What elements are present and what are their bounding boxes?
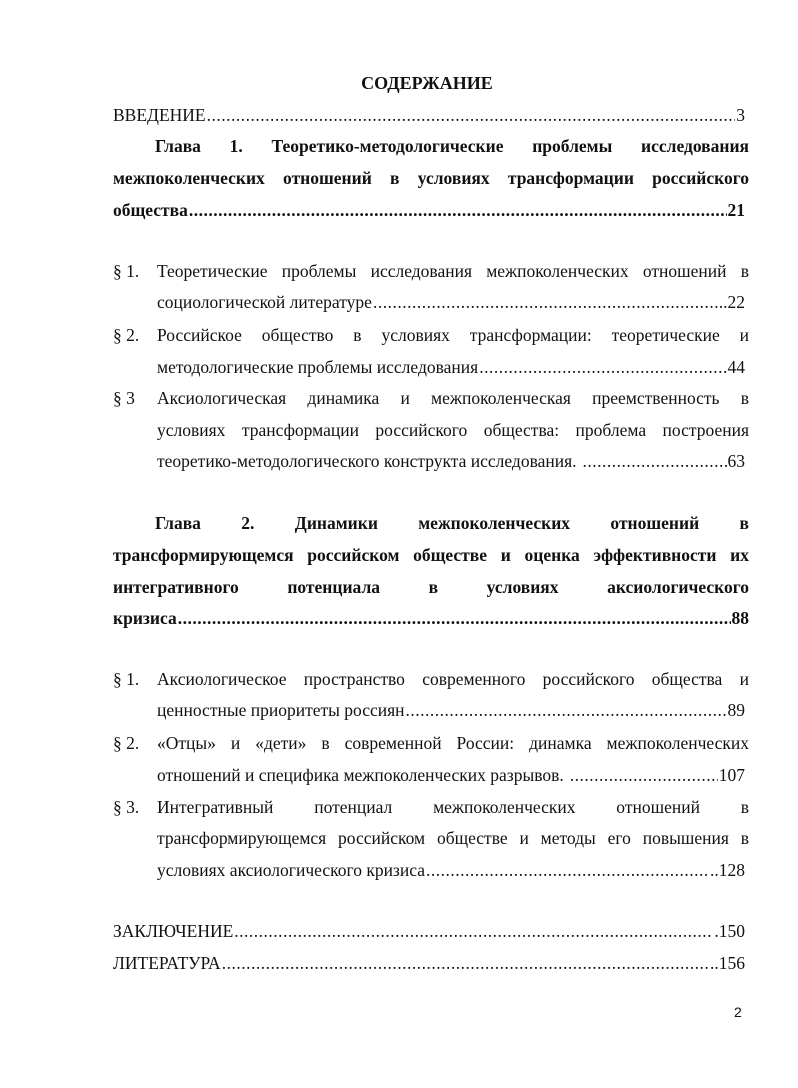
chapter-title-word: исследования [641,136,749,156]
chapter-title-line: трансформирующемся российском обществе и оценка эффективности их [113,545,749,565]
toc-entry-intro[interactable] [113,103,745,127]
toc-page: ..156 [710,953,745,973]
toc-page: ..22 [718,292,745,312]
section-title-line: отношений и специфика межпоколенческих разрывов. [157,765,564,785]
leader-dots [207,103,736,127]
section-title-line: ценностные приоритеты россиян [157,700,405,720]
section-number: § 1. [113,261,140,281]
chapter-title-word: потенциала [287,577,381,597]
leader-dots [222,951,709,975]
chapter-number: 2. [241,513,255,533]
toc-page: ..128 [710,860,745,880]
leader-dots [570,763,718,787]
leader-dots [406,698,727,722]
chapter-title-word: Динамики [294,513,378,533]
leader-dots [189,198,727,222]
section-title-line: Аксиологическая динамика и межпоколенческая преемственность в [157,388,749,408]
toc-label: ВВЕДЕНИЕ [113,105,206,125]
chapter-title-word: межпоколенческих [418,513,571,533]
section-title-line: теоретико-методологического конструкта исследования. [157,451,577,471]
chapter-word: Глава [155,513,201,533]
leader-dots [234,919,713,943]
toc-entry-literature[interactable] [113,951,745,975]
section-number: § 3. [113,797,140,817]
section-number: § 3 [113,388,135,408]
section-number: § 1. [113,669,140,689]
toc-page: 44 [727,357,745,377]
section-title-line: Российское общество в условиях трансформации: теоретические и [157,325,749,345]
chapter-title-word: интегративного [113,577,239,597]
toc-page: 21 [727,200,745,220]
section-title-line: Интегративный потенциал межпоколенческих отношений в [157,797,749,817]
section-number: § 2. [113,325,140,345]
section-title-line: методологические проблемы исследования [157,357,479,377]
chapter-title-word: в [428,577,439,597]
chapter-title-word: отношений [610,513,700,533]
section-title-line: условиях трансформации российского общества: проблема построения [157,420,749,440]
chapter-word: Глава [155,136,201,156]
chapter-number: 1. [229,136,243,156]
toc-page: 107 [718,765,745,785]
section-title-line: социологической литературе [157,292,372,312]
toc-page: 63 [727,451,745,471]
section-title-line: «Отцы» и «дети» в современной России: динамка межпоколенческих [157,733,749,753]
section-title-line: Теоретические проблемы исследования межпоколенческих отношений в [157,261,749,281]
leader-dots [373,290,718,314]
toc-page: .150 [714,921,745,941]
chapter-title-line: общества [113,200,188,220]
chapter-title-word: условиях [486,577,559,597]
toc-page: 88 [731,608,749,628]
section-title-line: трансформирующемся российском обществе и методы его повышения в [157,828,749,848]
chapter-title-word: в [739,513,749,533]
chapter-title-line: кризиса [113,608,177,628]
leader-dots [583,449,727,473]
toc-label: ЗАКЛЮЧЕНИЕ [113,921,234,941]
section-number: § 2. [113,733,140,753]
page-title: СОДЕРЖАНИЕ [361,73,493,93]
leader-dots [178,606,731,630]
chapter-title-line: межпоколенческих отношений в условиях трансформации российского [113,168,749,188]
toc-label: ЛИТЕРАТУРА [113,953,221,973]
toc-entry-conclusion[interactable] [113,919,745,943]
toc-page: 89 [727,700,745,720]
leader-dots [426,858,709,882]
section-title-line: условиях аксиологического кризиса [157,860,425,880]
chapter-title-word: аксиологического [607,577,749,597]
page-number: 2 [734,1004,742,1020]
leader-dots [479,355,726,379]
chapter-title-word: Теоретико-методологические [271,136,504,156]
toc-page: 3 [736,105,745,125]
chapter-title-word: проблемы [532,136,613,156]
section-title-line: Аксиологическое пространство современного российского общества и [157,669,749,689]
